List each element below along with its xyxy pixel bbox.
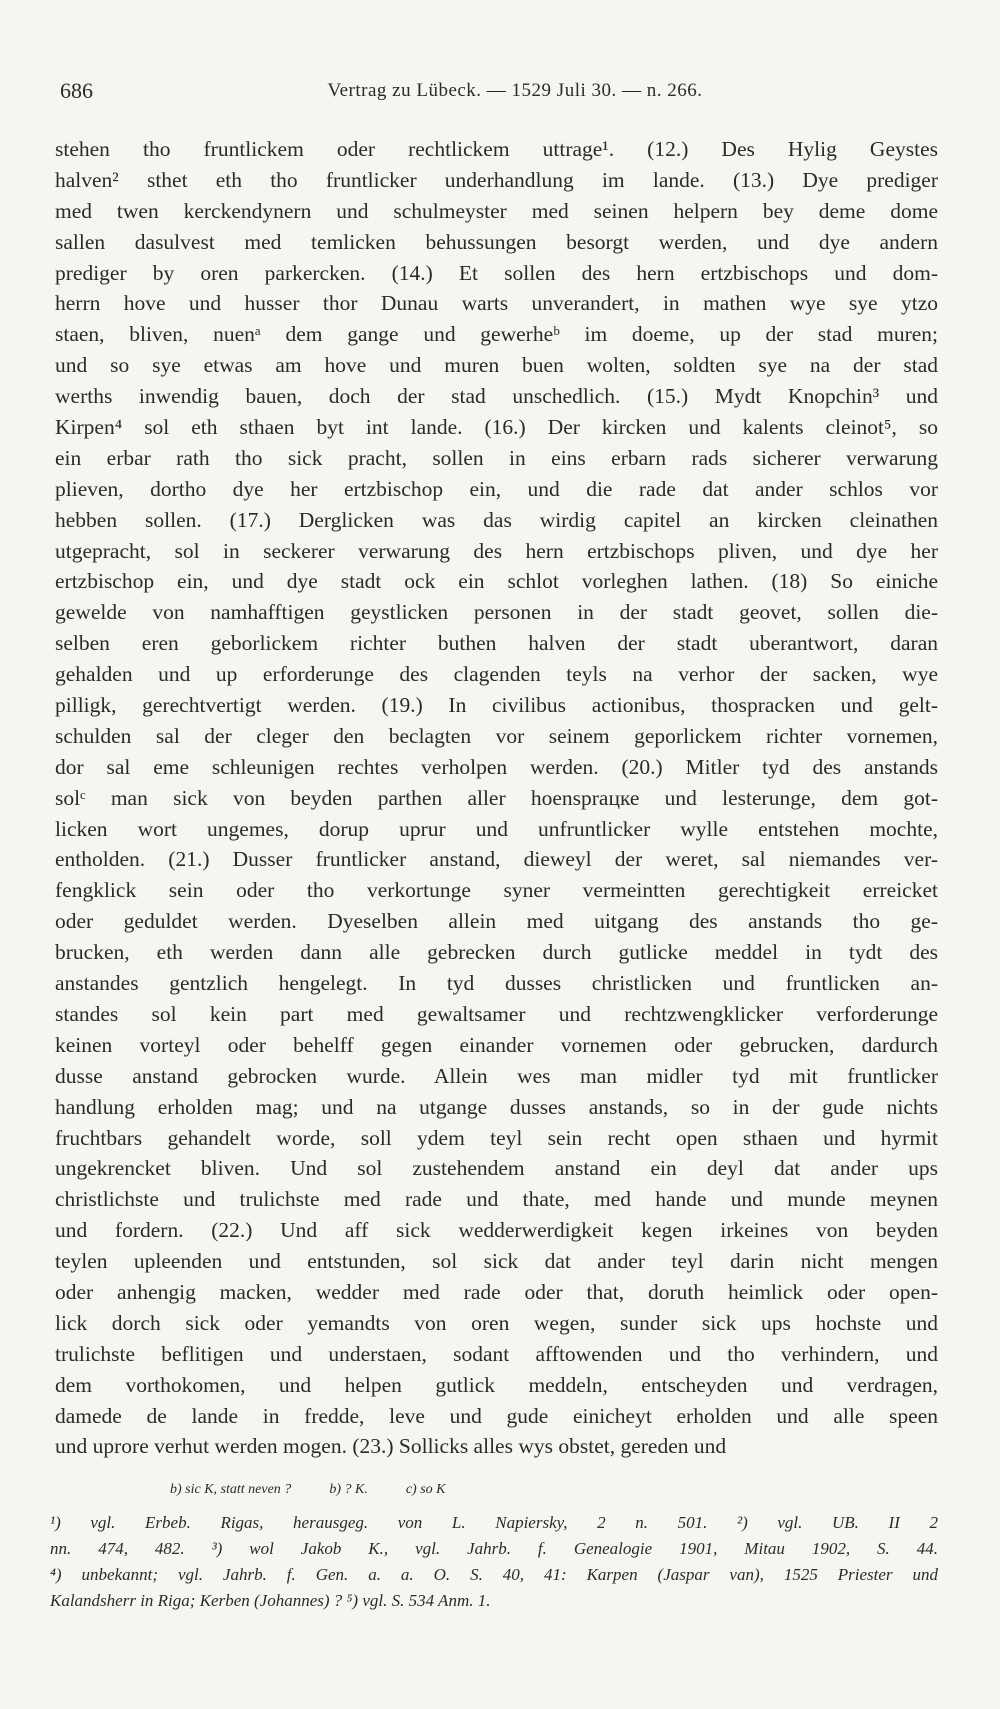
text-line: und so sye etwas am hove und muren buen wolten, soldten sye na der stad [55,353,938,378]
text-line: herrn hove und husser thor Dunau warts unverandert, in mathen wye sye ytzo [55,291,938,316]
text-line: stehen tho fruntlickem oder rechtlickem uttrage¹. (12.) Des Hylig Geystes [55,137,938,161]
footnotes [50,1510,938,1614]
text-line: dem vorthokomen, und helpen gutlick meddeln, entscheyden und verdragen, [55,1372,938,1397]
text-line: dor sal eme schleunigen rechtes verholpen werden. (20.) Mitler tyd des anstands [55,754,938,779]
text-line: oder anhengig macken, wedder med rade oder that, doruth heimlick oder open- [55,1279,938,1304]
footnote-line: ¹) vgl. Erbeb. Rigas, herausgeg. von L. Napiersky, 2 n. 501. ²) vgl. UB. II 2 [50,1513,938,1532]
text-line: teylen upleenden und entstunden, sol sick dat ander teyl darin nicht mengen [55,1249,938,1274]
footnote-line: ⁴) unbekannt; vgl. Jahrb. f. Gen. a. a. O. S. 40, 41: Karpen (Jaspar van), 1525 Priester und [50,1565,938,1584]
text-line: ein erbar rath tho sick pracht, sollen in eins erbarn rads sicherer verwarung [55,445,938,470]
footnote-line: Kalandsherr in Riga; Kerben (Johannes) ? ⁵) vgl. S. 534 Anm. 1. [50,1591,491,1610]
text-line: utgepracht, sol in seckerer verwarung des hern ertzbischops pliven, und dye her [55,538,938,563]
text-line: dusse anstand gebrocken wurde. Allein wes man midler tyd mit fruntlicker [55,1063,938,1088]
text-line: sallen dasulvest med temlicken behussungen besorgt werden, und dye andern [55,229,938,254]
footnote-line: nn. 474, 482. ³) wol Jakob K., vgl. Jahrb. f. Genealogie 1901, Mitau 1902, S. 44. [50,1539,938,1558]
text-line: und uprore verhut werden mogen. (23.) Sollicks alles wys obstet, gereden und [55,1434,727,1459]
text-line: gehalden und up erforderunge des clagenden teyls na verhor der sacken, wye [55,662,938,687]
text-line: und fordern. (22.) Und aff sick wedderwerdigkeit kegen irkeines von beyden [55,1218,938,1243]
text-line: ungekrencket bliven. Und sol zustehendem anstand ein deyl dat ander ups [55,1156,938,1181]
text-line: halven² sthet eth tho fruntlicker underhandlung im lande. (13.) Dye prediger [55,167,938,192]
text-line: hebben sollen. (17.) Derglicken was das wirdig capitel an kircken cleinathen [55,507,938,532]
text-line: lick dorch sick oder yemandts von oren wegen, sunder sick ups hochste und [55,1310,938,1335]
running-head: Vertrag zu Lübeck. — 1529 Juli 30. — n. 266. [327,80,703,101]
textual-note: b) sic K, statt neven ? [170,1482,292,1497]
page-number: 686 [60,78,93,103]
text-line: anstandes gentzlich hengelegt. In tyd dusses christlicken und fruntlicken an- [55,971,938,996]
text-line: werths inwendig bauen, doch der stad unschedlich. (15.) Mydt Knopchin³ und [55,384,938,409]
text-line: staen, bliven, nuenᵃ dem gange und gewerheᵇ im doeme, up der stad muren; [55,322,938,347]
text-line: damede de lande in fredde, leve und gude einicheyt erholden und alle speen [55,1403,938,1428]
text-line: Kirpen⁴ sol eth sthaen byt int lande. (16.) Der kircken und kalents cleinot⁵, so [55,415,938,440]
text-line: standes sol kein part med gewaltsamer und rechtzwengklicker verforderunge [55,1001,938,1026]
text-line: entholden. (21.) Dusser fruntlicker anstand, dieweyl der weret, sal niemandes ver- [55,847,938,872]
text-line: ertzbischop ein, und dye stadt ock ein schlot vorleghen lathen. (18) So einiche [55,569,938,594]
text-line: plieven, dortho dye her ertzbischop ein, und die rade dat ander schlos vor [55,476,938,501]
main-text [55,134,938,1462]
text-line: gewelde von namhafftigen geystlicken personen in der stadt geovet, sollen die- [55,600,938,625]
text-line: solᶜ man sick von beyden parthen aller hoensprацке und lesterunge, dem got- [55,785,938,810]
text-line: licken wort ungemes, dorup uprur und unfruntlicker wylle entstehen mochte, [55,816,938,841]
text-line: schulden sal der cleger den beclagten vor seinem geporlickem richter vornemen, [55,723,938,748]
text-line: trulichste beflitigen und understaen, sodant afftowenden und tho verhindern, und [55,1341,938,1366]
text-line: fruchtbars gehandelt worde, soll ydem teyl sein recht open sthaen und hyrmit [55,1125,938,1150]
text-line: fengklick sein oder tho verkortunge syner vermeintten gerechtigkeit erreicket [55,878,938,903]
text-line: christlichste und trulichste med rade und thate, med hande und munde meynen [55,1187,938,1212]
text-line: pilligk, gerechtvertigt werden. (19.) In civilibus actionibus, thospracken und gelt- [55,693,938,718]
textual-note: b) ? K. [329,1482,368,1497]
text-line: keinen vorteyl oder behelff gegen einander vornemen oder gebrucken, dardurch [55,1032,938,1057]
page-header [60,78,940,108]
textual-note: c) so K [405,1482,446,1497]
text-line: med twen kerckendynern und schulmeyster med seinen helpern bey deme dome [55,198,938,223]
text-line: oder geduldet werden. Dyeselben allein med uitgang des anstands tho ge- [55,909,938,934]
text-line: selben eren geborlickem richter buthen halven der stadt uberantwort, daran [55,631,938,656]
text-line: handlung erholden mag; und na utgange dusses anstands, so in der gude nichts [55,1094,938,1119]
text-line: brucken, eth werden dann alle gebrecken durch gutlicke meddel in tydt des [55,940,938,965]
textual-notes [170,1482,870,1498]
text-line: prediger by oren parkercken. (14.) Et sollen des hern ertzbischops und dom- [55,260,938,285]
